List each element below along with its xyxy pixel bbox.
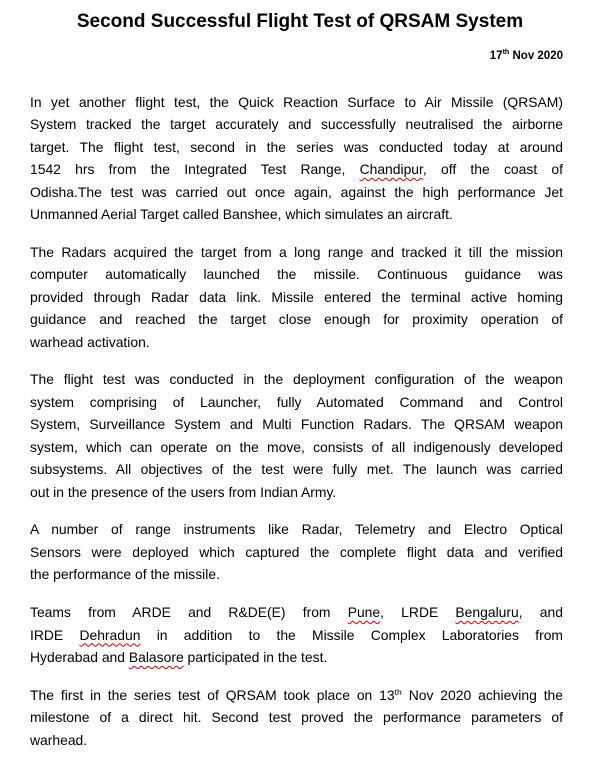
text-segment: System, Surveillance System and Multi Function Radars. The QRSAM weapon bbox=[30, 416, 563, 433]
date-rest: Nov 2020 bbox=[509, 50, 563, 62]
paragraph bbox=[30, 518, 563, 585]
text-segment: The flight test was conducted in the deployment configuration of the weapon bbox=[30, 371, 563, 388]
text-segment: Teams from ARDE and R&DE(E) from bbox=[30, 604, 348, 621]
text-segment: Unmanned Aerial Target called Banshee, which simulates an aircraft. bbox=[30, 206, 453, 223]
text-line bbox=[30, 458, 563, 480]
document-body bbox=[30, 91, 563, 767]
misspelled-word: Pune bbox=[347, 604, 381, 621]
text-line bbox=[30, 601, 563, 623]
text-line bbox=[30, 413, 563, 435]
text-segment: The first in the series test of QRSAM took place on 13 bbox=[30, 686, 395, 703]
text-line bbox=[30, 203, 563, 225]
text-segment: 1542 hrs from the Integrated Test Range, bbox=[30, 161, 360, 178]
text-line bbox=[30, 706, 563, 728]
text-segment: A number of range instruments like Radar, Telemetry and Electro Optical bbox=[30, 521, 563, 538]
text-segment: warhead. bbox=[30, 731, 88, 748]
text-line bbox=[30, 181, 563, 203]
text-segment: system comprising of Launcher, fully Automated Command and Control bbox=[30, 393, 563, 410]
text-line bbox=[30, 263, 563, 285]
text-segment: subsystems. All objectives of the test were fully met. The launch was carried bbox=[30, 461, 563, 478]
text-line bbox=[30, 481, 563, 503]
document-title: Second Successful Flight Test of QRSAM System bbox=[76, 11, 524, 32]
text-line bbox=[30, 308, 563, 330]
text-segment: milestone of a direct hit. Second test proved the performance parameters of bbox=[30, 709, 563, 726]
text-segment: Sensors were deployed which captured the complete flight data and verified bbox=[30, 543, 563, 560]
text-segment: Hyderabad and bbox=[30, 648, 129, 665]
text-segment: participated in the test. bbox=[183, 648, 328, 665]
text-segment: , LRDE bbox=[380, 604, 456, 621]
text-segment: th bbox=[394, 687, 402, 698]
text-segment: , and bbox=[518, 604, 563, 621]
date-suffix: th bbox=[502, 47, 510, 56]
text-segment: System tracked the target accurately and successfully neutralised the airborne bbox=[30, 116, 563, 133]
text-line bbox=[30, 136, 563, 158]
text-segment: In yet another flight test, the Quick Reaction Surface to Air Missile (QRSAM) bbox=[30, 94, 563, 110]
text-line bbox=[30, 91, 563, 113]
text-line bbox=[30, 331, 563, 353]
paragraph bbox=[30, 241, 563, 353]
text-line bbox=[30, 646, 563, 668]
text-line bbox=[30, 158, 563, 180]
text-line bbox=[30, 729, 563, 751]
text-line bbox=[30, 684, 563, 706]
text-segment: Nov 2020 achieving the bbox=[401, 686, 563, 703]
misspelled-word: Dehradun bbox=[79, 626, 141, 643]
paragraph bbox=[30, 91, 563, 225]
text-line bbox=[30, 286, 563, 308]
text-segment: in addition to the Missile Complex Laboratories from bbox=[140, 626, 564, 643]
misspelled-word: Bengaluru bbox=[455, 604, 519, 621]
text-segment: system, which can operate on the move, consists of all indigenously developed bbox=[30, 438, 563, 455]
text-segment: The Radars acquired the target from a long range and tracked it till the mission bbox=[30, 243, 563, 260]
text-segment: Odisha.The test was carried out once again, against the high performance Jet bbox=[30, 183, 563, 200]
text-segment: warhead activation. bbox=[30, 333, 150, 350]
text-line bbox=[30, 541, 563, 563]
text-line bbox=[30, 391, 563, 413]
text-segment: provided through Radar data link. Missile entered the terminal active homing bbox=[30, 288, 563, 305]
misspelled-word: Balasore bbox=[128, 648, 184, 665]
document-date bbox=[489, 47, 563, 62]
paragraph bbox=[30, 601, 563, 668]
text-line bbox=[30, 436, 563, 458]
text-segment: , off the coast of bbox=[422, 161, 564, 178]
text-line bbox=[30, 113, 563, 135]
text-segment: guidance and reached the target close enough for proximity operation of bbox=[30, 311, 563, 328]
text-line bbox=[30, 368, 563, 390]
text-segment: IRDE bbox=[30, 626, 80, 643]
paragraph bbox=[30, 368, 563, 502]
text-segment: target. The flight test, second in the series was conducted today at around bbox=[30, 138, 563, 155]
date-day: 17 bbox=[489, 50, 503, 62]
text-line bbox=[30, 241, 563, 263]
text-line bbox=[30, 624, 563, 646]
text-segment: computer automatically launched the missile. Continuous guidance was bbox=[30, 266, 563, 283]
text-line bbox=[30, 518, 563, 540]
paragraph bbox=[30, 684, 563, 751]
text-segment: the performance of the missile. bbox=[30, 566, 220, 583]
misspelled-word: Chandipur bbox=[359, 161, 423, 178]
text-segment: out in the presence of the users from Indian Army. bbox=[30, 483, 337, 500]
text-line bbox=[30, 563, 563, 585]
